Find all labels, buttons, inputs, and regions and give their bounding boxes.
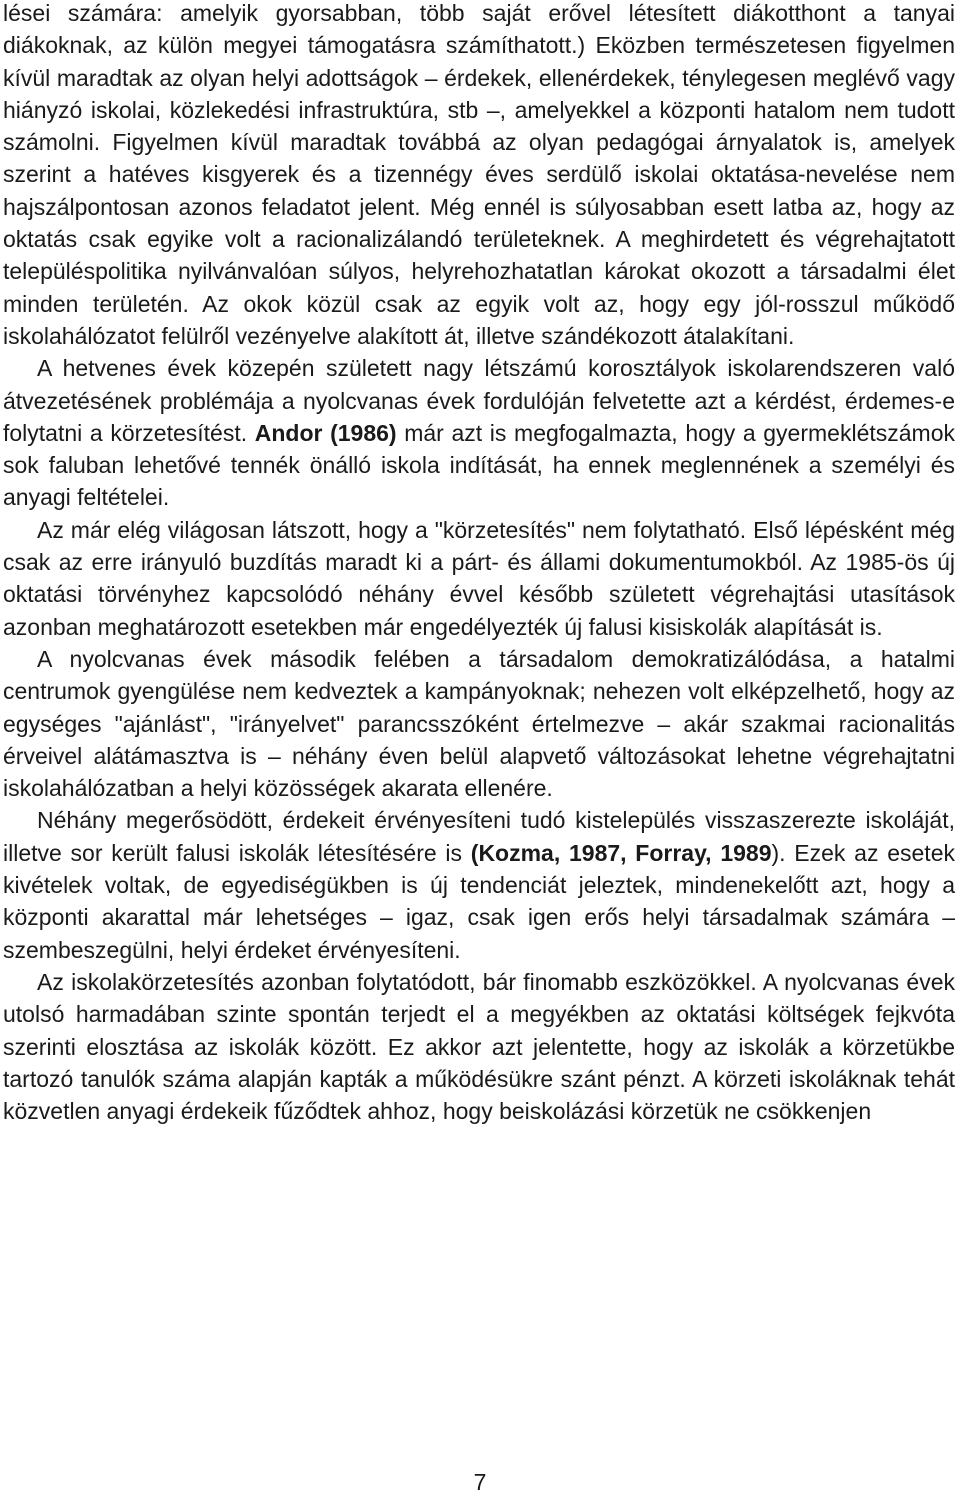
paragraph-4-text: A nyolcvanas évek második felében a társadalom demokratizálódása, a hatalmi centrumok gyengülése nem kedveztek a kampányoknak; nehezen volt elképzelhető, hogy az egységes "ajánlást", "irányelvet" parancsszóként értelmezve – akár szakmai racionalitás érveivel alátámasztva is – néhány éven belül alapvető változásokat lehetne végrehajtatni iskolahálózatban a helyi közösségek akarata ellenére. <box>3 645 955 802</box>
paragraph-6-text: Az iskolakörzetesítés azonban folytatódott, bár finomabb eszközökkel. A nyolcvanas évek utolsó harmadában szinte spontán terjedt el a megyékben az oktatási költségek fejkvóta szerinti elosztása az iskolák között. Ez akkor azt jelentette, hogy az iskolák a körzetükbe tartozó tanulók száma alapján kapták a működésükre szánt pénzt. A körzeti iskoláknak tehát közvetlen anyagi érdekeik fűződtek ahhoz, hogy beiskolázási körzetük ne csökkenjen <box>3 968 955 1125</box>
paragraph-3-text: Az már elég világosan látszott, hogy a "körzetesítés" nem folytatható. Első lépésként még csak az erre irányuló buzdítás maradt ki a párt- és állami dokumentumokból. Az 1985-ös új oktatási törvényhez kapcsolódó néhány évvel később született végrehajtási utasítások azonban meghatározott esetekben már engedélyezték új falusi kisiskolák alapítását is. <box>3 516 955 640</box>
paragraph-5-text-b: ). Ezek az esetek kivételek voltak, de egyediségükben is új tendenciát jeleztek, mindenekelőtt azt, hogy a központi akarattal már lehetséges – igaz, csak igen erős helyi társadalmak számára – szembeszegülni, helyi érdeket érvényesíteni. <box>3 839 955 963</box>
document-body <box>3 0 955 1127</box>
citation-kozma-forray: (Kozma, 1987, Forray, 1989 <box>470 839 772 866</box>
paragraph-5-text-a: Néhány megerősödött, érdekeit érvényesíteni tudó kistelepülés visszaszerezte iskoláját, illetve sor került falusi iskolák létesítésére is <box>3 807 955 866</box>
paragraph-3 <box>3 514 955 643</box>
paragraph-1 <box>3 0 955 352</box>
page-number: 7 <box>473 1469 487 1495</box>
paragraph-6 <box>3 966 955 1127</box>
paragraph-1-text: lései számára: amelyik gyorsabban, több saját erővel létesített diákotthont a tanyai diákoknak, az külön megyei támogatásra számíthatott.) Eközben természetesen figyelmen kívül maradtak az olyan helyi adottságok – érdekek, ellenérdekek, ténylegesen meglévő vagy hiányzó iskolai, közlekedési infrastruktúra, stb –, amelyekkel a központi hatalom nem tudott számolni. Figyelmen kívül maradtak továbbá az olyan pedagógai árnyalatok is, amelyek szerint a hatéves kisgyerek és a tizennégy éves serdülő iskolai oktatása-nevelése nem hajszálpontosan azonos feladatot jelent. Még ennél is súlyosabban esett latba az, hogy az oktatás csak egyike volt a racionalizálandó területeknek. A meghirdetett és végrehajtatott településpolitika nyilvánvalóan súlyos, helyrehozhatatlan károkat okozott a társadalmi élet minden területén. Az okok közül csak az egyik volt az, hogy egy jól-rosszul működő iskolahálózatot felülről vezényelve alakított át, illetve szándékozott átalakítani. <box>3 0 955 349</box>
paragraph-5 <box>3 804 955 965</box>
paragraph-4 <box>3 643 955 804</box>
citation-andor-1986: Andor (1986) <box>254 419 397 446</box>
paragraph-2-text-b: már azt is megfogalmazta, hogy a gyermeklétszámok sok faluban lehetővé tennék önálló iskola indítását, ha ennek meglennének a személyi és anyagi feltételei. <box>3 419 955 511</box>
paragraph-2 <box>3 352 955 513</box>
paragraph-2-text-a: A hetvenes évek közepén született nagy létszámú korosztályok iskolarendszeren való átvezetésének problémája a nyolcvanas évek fordulóján felvetette azt a kérdést, érdemes-e folytatni a körzetesítést. <box>3 355 955 446</box>
